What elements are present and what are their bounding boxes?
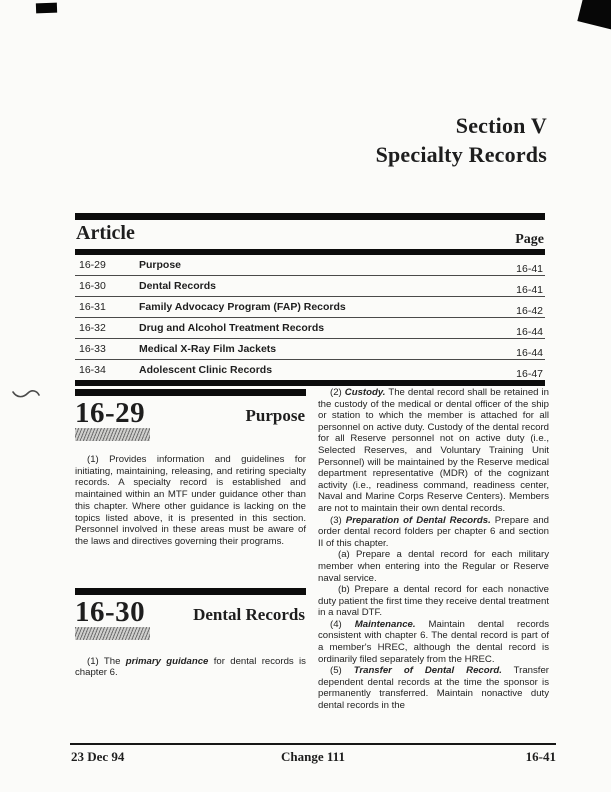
- toc-article-number: 16-31: [79, 301, 106, 313]
- paragraph-lead: Maintenance.: [354, 618, 416, 630]
- table-row: [75, 255, 545, 276]
- section-number: Section V: [455, 113, 547, 138]
- table-row: [75, 318, 545, 339]
- paragraph-lead: Transfer of Dental Record.: [353, 665, 502, 677]
- footer-change-number: Change 111: [281, 749, 345, 764]
- footer-date: 23 Dec 94: [71, 749, 125, 764]
- scan-registration-mark-top-left: [36, 3, 57, 14]
- toc-page-number: 16-41: [516, 263, 543, 275]
- paragraph-number: (3): [330, 514, 346, 526]
- paragraph-number: (2): [330, 387, 345, 398]
- article-16-30-paragraph: [75, 656, 306, 679]
- article-number: 16-29: [75, 397, 146, 429]
- paragraph-number: (a): [338, 549, 357, 561]
- paragraph-text: Maintain dental records consistent with chapter 6. The dental record is part of a member's HREC, although the dental record is ordinarily filed separately from the HREC.: [318, 618, 549, 665]
- paragraph-text: The dental record shall be retained in the custody of the medical or dental officer of the ship or station to which the member is attached for all personnel on active duty. Custody of the dental record for all Reserve personnel not on active duty (i.e., Selected Reserves, and Voluntary Training Unit Personnel) will be maintained by the Reserve medical department representative (MDR) of the cognizant activity (i.e., readiness command, readiness center, Naval and Marine Corps Reserve Centers). Members are not to maintain their own dental records.: [318, 387, 550, 514]
- article-title: Purpose: [245, 406, 305, 425]
- paragraph: [318, 619, 549, 665]
- toc-top-rule: [75, 213, 545, 220]
- article-16-30-rule: [75, 588, 306, 595]
- left-column: [75, 389, 306, 679]
- section-title: Specialty Records: [375, 141, 547, 167]
- toc-page-number: 16-41: [516, 284, 543, 296]
- pen-squiggle-mark: [12, 388, 40, 400]
- paragraph-text: Prepare a dental record for each military member when entering into the Regular or Reserve naval service.: [318, 549, 550, 584]
- right-column: [318, 387, 549, 712]
- paragraph-text: Transfer dependent dental records at the time the sponsor is permanently transferred. Maintain nonactive duty dental records in the: [318, 665, 550, 712]
- toc-page-number: 16-42: [516, 305, 543, 317]
- paragraph-lead: Custody.: [344, 387, 386, 398]
- footer-page-number: 16-41: [525, 749, 556, 764]
- paragraph-lead: Preparation of Dental Records.: [345, 514, 491, 526]
- toc-article-label: Article: [76, 222, 135, 244]
- toc-page-number: 16-44: [516, 326, 543, 338]
- table-row: [75, 360, 545, 380]
- toc-article-number: 16-32: [79, 322, 106, 334]
- toc-article-title: Dental Records: [139, 280, 217, 292]
- article-number: 16-30: [75, 595, 146, 628]
- paragraph-text: (1) The: [87, 655, 126, 667]
- toc-header-row: [75, 220, 545, 249]
- article-title: Dental Records: [193, 604, 305, 624]
- footer-row: [70, 749, 556, 767]
- toc-article-number: 16-33: [79, 343, 106, 355]
- toc-article-number: 16-29: [79, 259, 106, 271]
- paragraph-emphasis: primary guidance: [125, 655, 209, 667]
- toc-page-label: Page: [515, 232, 544, 247]
- table-row: [75, 339, 545, 360]
- toc-article-title: Purpose: [139, 259, 182, 271]
- toc-bottom-rule: [75, 380, 545, 386]
- paragraph: [318, 387, 549, 515]
- page-footer: [70, 743, 556, 767]
- toc-article-number: 16-34: [79, 364, 106, 376]
- paragraph-number: (4): [330, 618, 355, 630]
- paragraph: [318, 515, 549, 550]
- section-header: [376, 112, 547, 169]
- footer-rule: [70, 743, 556, 745]
- table-row: [75, 276, 545, 297]
- toc-article-title: Drug and Alcohol Treatment Records: [139, 322, 325, 334]
- paragraph-text: Prepare a dental record for each nonactive duty patient the first time they receive dental treatment in a naval DTF.: [318, 584, 549, 619]
- paragraph-text: for dental records is chapter 6.: [75, 655, 306, 679]
- toc-article-title: Medical X-Ray Film Jackets: [139, 343, 277, 355]
- paragraph-number: (5): [330, 665, 354, 677]
- article-16-29-rule: [75, 389, 306, 396]
- paragraph-number: (b): [338, 584, 355, 596]
- table-row: [75, 297, 545, 318]
- paragraph: [318, 665, 549, 711]
- paragraph: [318, 549, 549, 584]
- toc-article-number: 16-30: [79, 280, 106, 292]
- toc-table: [75, 213, 545, 386]
- article-16-30-heading: [75, 595, 306, 627]
- toc-page-number: 16-47: [516, 368, 543, 380]
- paragraph: [318, 584, 549, 619]
- article-16-29-heading: [75, 396, 306, 428]
- scan-registration-mark-top-right: [577, 0, 611, 30]
- paragraph-text: Prepare and order dental record folders per chapter 6 and section II of this chapter.: [318, 514, 549, 549]
- toc-article-title: Adolescent Clinic Records: [139, 364, 273, 376]
- toc-article-title: Family Advocacy Program (FAP) Records: [139, 301, 346, 313]
- toc-page-number: 16-44: [516, 347, 543, 359]
- article-16-29-paragraph: (1) Provides information and guidelines for initiating, maintaining, releasing, and retiring specialty records. A specialty record is established and maintained within an MTF under guidance other than this chapter. Where other guidance is lacking on the topics listed above, it is presented in this section. Personnel involved in these areas must be aware of the laws and directives governing their programs.: [75, 454, 306, 547]
